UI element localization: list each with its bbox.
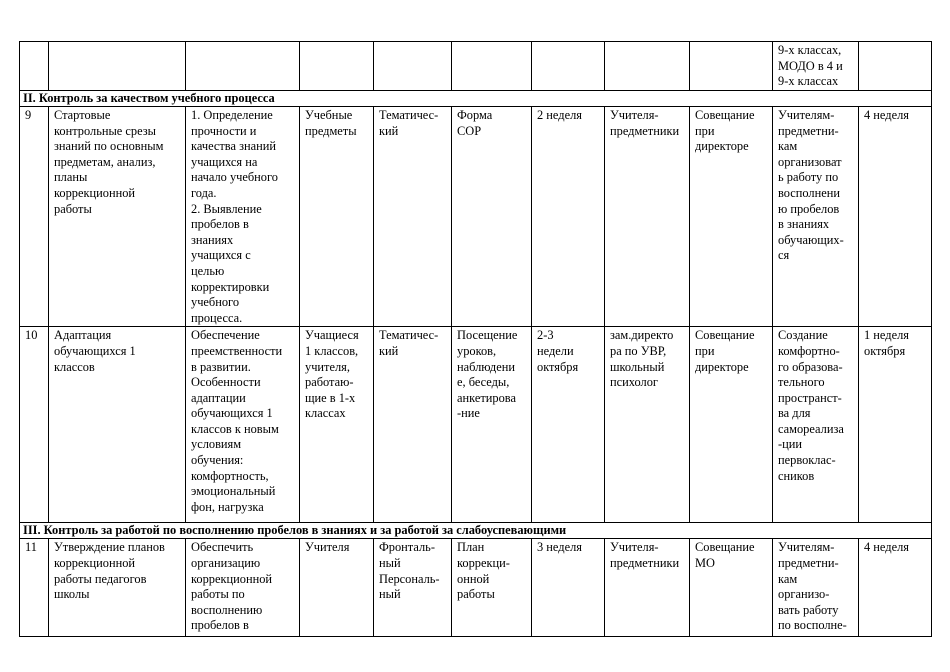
control-cell: [859, 42, 932, 91]
term-cell: [532, 327, 605, 523]
cell-text-line: Обеспечить: [191, 540, 254, 555]
cell-text-line: эмоциональный: [191, 484, 276, 499]
cell-text-line: онной: [457, 571, 490, 586]
cell-text-line: тельного: [778, 375, 825, 390]
object-cell: [300, 107, 374, 327]
cell-text-line: 1. Определение: [191, 108, 273, 122]
cell-text-line: анкетирова: [457, 390, 516, 405]
topic-cell: [49, 539, 186, 637]
goal-cell: [186, 327, 300, 523]
cell-text-line: СОР: [457, 123, 482, 138]
table-row: [20, 327, 932, 523]
cell-text-line: Адаптация: [54, 328, 112, 343]
cell-text-line: Совещание: [695, 540, 755, 555]
cell-text-line: адаптации: [191, 390, 246, 405]
cell-text-line: Учителя-: [610, 108, 659, 122]
cell-text-line: зам.директо: [610, 328, 674, 343]
cell-text-line: в знаниях: [778, 217, 830, 232]
num-cell: 11: [20, 539, 49, 637]
cell-text-line: комфортность,: [191, 468, 269, 483]
cell-text-line: при: [695, 123, 715, 138]
cell-text-line: наблюдени: [457, 359, 516, 374]
cell-text-line: кий: [379, 123, 399, 138]
cell-text-line: работы: [457, 587, 495, 602]
method-cell: [452, 327, 532, 523]
review-cell: [690, 42, 773, 91]
decision-cell: [773, 107, 859, 327]
cell-text-line: Учебные: [305, 108, 353, 122]
cell-text-line: восполнени: [778, 185, 841, 200]
cell-text-line: организоват: [778, 154, 842, 169]
cell-text-line: -ции: [778, 437, 803, 452]
cell-text-line: 1 неделя: [864, 328, 909, 343]
cell-text-line: организацию: [191, 555, 261, 570]
cell-text-line: пробелов в: [191, 217, 249, 232]
term-cell: [532, 539, 605, 637]
cell-text-line: Учителя: [305, 540, 350, 555]
method-cell: [452, 539, 532, 637]
cell-text-line: организо-: [778, 587, 830, 602]
section-header-row: [20, 91, 932, 107]
cell-text-line: работы по: [191, 587, 245, 602]
method-cell: [452, 42, 532, 91]
cell-text-line: ва для: [778, 406, 811, 421]
topic-cell: [49, 42, 186, 91]
cell-text-line: План: [457, 540, 485, 555]
goal-cell: [186, 42, 300, 91]
table-row-continued: [20, 42, 932, 91]
cell-text-line: преемственности: [191, 343, 283, 358]
object-cell: [300, 42, 374, 91]
cell-text-line: Фронталь-: [379, 540, 435, 555]
cell-text-line: классах: [305, 406, 346, 421]
cell-text-line: качества знаний: [191, 139, 276, 154]
cell-text-line: коррекционной: [54, 185, 136, 200]
cell-text-line: Учителям-: [778, 540, 835, 555]
cell-text-line: недели: [537, 343, 574, 358]
cell-text-line: уроков,: [457, 343, 497, 358]
responsible-cell: [605, 539, 690, 637]
cell-text-line: прочности и: [191, 123, 257, 138]
type-cell: [374, 327, 452, 523]
cell-text-line: учебного: [191, 295, 240, 310]
control-cell: [859, 327, 932, 523]
num-cell: 10: [20, 327, 49, 523]
cell-text-line: Посещение: [457, 328, 518, 343]
cell-text-line: 2. Выявление: [191, 201, 262, 216]
type-cell: [374, 42, 452, 91]
cell-text-line: коррекционной: [54, 555, 136, 570]
cell-text-line: начало учебного: [191, 170, 278, 185]
section-title: II. Контроль за качеством учебного процесса: [20, 91, 932, 107]
cell-text-line: го образова-: [778, 359, 843, 374]
cell-text-line: 2-3: [537, 328, 554, 343]
cell-text-line: предметники: [610, 555, 680, 570]
cell-text-line: работы: [54, 201, 92, 216]
cell-text-line: классов к новым: [191, 421, 279, 436]
cell-text-line: ра по УВР,: [610, 343, 667, 358]
cell-text-line: ный: [379, 587, 401, 602]
topic-cell: [49, 327, 186, 523]
review-cell: [690, 539, 773, 637]
cell-text-line: ю пробелов: [778, 201, 840, 216]
cell-text-line: кий: [379, 343, 399, 358]
cell-text-line: Тематичес-: [379, 328, 439, 343]
cell-text-line: щие в 1-х: [305, 390, 356, 405]
cell-text-line: целью: [191, 263, 225, 278]
cell-text-line: 9-х классах,: [778, 43, 842, 57]
decision-cell: [773, 539, 859, 637]
cell-text-line: обучающихся 1: [54, 343, 136, 358]
cell-text-line: учителя,: [305, 359, 350, 374]
cell-text-line: октября: [537, 359, 579, 374]
responsible-cell: [605, 327, 690, 523]
cell-text-line: предметники: [610, 123, 680, 138]
type-cell: [374, 539, 452, 637]
cell-text-line: восполнению: [191, 602, 263, 617]
section-title: III. Контроль за работой по восполнению пробелов в знаниях и за работой за слабоуспевающими: [20, 523, 932, 539]
cell-text-line: обучения:: [191, 453, 244, 468]
cell-text-line: обучающих-: [778, 232, 844, 247]
goal-cell: [186, 539, 300, 637]
table-row: [20, 107, 932, 327]
review-cell: [690, 327, 773, 523]
cell-text-line: года.: [191, 185, 217, 200]
cell-text-line: Учителям-: [778, 108, 835, 122]
cell-text-line: корректировки: [191, 279, 270, 294]
cell-text-line: школы: [54, 587, 90, 602]
cell-text-line: первоклас-: [778, 453, 836, 468]
cell-text-line: обучающихся 1: [191, 406, 273, 421]
cell-text-line: Форма: [457, 108, 493, 122]
term-cell: [532, 107, 605, 327]
control-plan-table: [19, 41, 932, 637]
cell-text-line: директоре: [695, 359, 749, 374]
cell-text-line: школьный: [610, 359, 665, 374]
cell-text-line: условиям: [191, 437, 242, 452]
cell-text-line: Создание: [778, 328, 828, 343]
responsible-cell: [605, 107, 690, 327]
cell-text-line: Персональ-: [379, 571, 440, 586]
cell-text-line: предметам, анализ,: [54, 154, 156, 169]
cell-text-line: учащихся с: [191, 248, 251, 263]
cell-text-line: предметы: [305, 123, 357, 138]
table-row: [20, 539, 932, 637]
cell-text-line: коррекци-: [457, 555, 510, 570]
cell-text-line: Тематичес-: [379, 108, 439, 122]
cell-text-line: работаю-: [305, 375, 354, 390]
cell-text-line: работы педагогов: [54, 571, 147, 586]
control-cell: [859, 107, 932, 327]
decision-cell: [773, 327, 859, 523]
review-cell: [690, 107, 773, 327]
cell-text-line: е, беседы,: [457, 375, 510, 390]
type-cell: [374, 107, 452, 327]
cell-text-line: классов: [54, 359, 95, 374]
cell-text-line: Особенности: [191, 375, 261, 390]
cell-text-line: фон, нагрузка: [191, 499, 264, 514]
cell-text-line: Стартовые: [54, 108, 111, 122]
cell-text-line: в развитии.: [191, 359, 251, 374]
cell-text-line: знаниях: [191, 232, 234, 247]
cell-text-line: комфортно-: [778, 343, 840, 358]
cell-text-line: коррекционной: [191, 571, 273, 586]
section-header-row: [20, 523, 932, 539]
cell-text-line: предметни-: [778, 123, 839, 138]
cell-text-line: 1 классов,: [305, 343, 359, 358]
cell-text-line: Утверждение планов: [54, 540, 165, 555]
cell-text-line: пробелов в: [191, 618, 249, 633]
cell-text-line: 3 неделя: [537, 540, 582, 555]
responsible-cell: [605, 42, 690, 91]
cell-text-line: ь работу по: [778, 170, 839, 185]
cell-text-line: кам: [778, 139, 798, 154]
cell-text-line: МОДО в 4 и: [778, 58, 843, 73]
num-cell: [20, 42, 49, 91]
cell-text-line: ся: [778, 248, 790, 263]
cell-text-line: директоре: [695, 139, 749, 154]
control-cell: [859, 539, 932, 637]
num-cell: 9: [20, 107, 49, 327]
cell-text-line: сников: [778, 468, 815, 483]
cell-text-line: психолог: [610, 375, 658, 390]
cell-text-line: пространст-: [778, 390, 842, 405]
cell-text-line: контрольные срезы: [54, 123, 156, 138]
cell-text-line: процесса.: [191, 310, 243, 325]
cell-text-line: 4 неделя: [864, 108, 909, 122]
cell-text-line: 2 неделя: [537, 108, 582, 122]
cell-text-line: Учителя-: [610, 540, 659, 555]
cell-text-line: самореализа: [778, 421, 844, 436]
cell-text-line: при: [695, 343, 715, 358]
cell-text-line: МО: [695, 555, 715, 570]
term-cell: [532, 42, 605, 91]
object-cell: [300, 539, 374, 637]
cell-text-line: по восполне-: [778, 618, 847, 633]
topic-cell: [49, 107, 186, 327]
cell-text-line: октября: [864, 343, 906, 358]
object-cell: [300, 327, 374, 523]
cell-text-line: предметни-: [778, 555, 839, 570]
cell-text-line: 4 неделя: [864, 540, 909, 555]
cell-text-line: знаний по основным: [54, 139, 164, 154]
cell-text-line: Совещание: [695, 108, 755, 122]
method-cell: [452, 107, 532, 327]
cell-text-line: Совещание: [695, 328, 755, 343]
cell-text-line: планы: [54, 170, 88, 185]
cell-text-line: Обеспечение: [191, 328, 260, 343]
cell-text-line: -ние: [457, 406, 480, 421]
cell-text-line: учащихся на: [191, 154, 258, 169]
cell-text-line: вать работу: [778, 602, 839, 617]
goal-cell: [186, 107, 300, 327]
cell-text-line: Учащиеся: [305, 328, 359, 343]
decision-cell: [773, 42, 859, 91]
cell-text-line: 9-х классах: [778, 74, 839, 89]
cell-text-line: кам: [778, 571, 798, 586]
cell-text-line: ный: [379, 555, 401, 570]
